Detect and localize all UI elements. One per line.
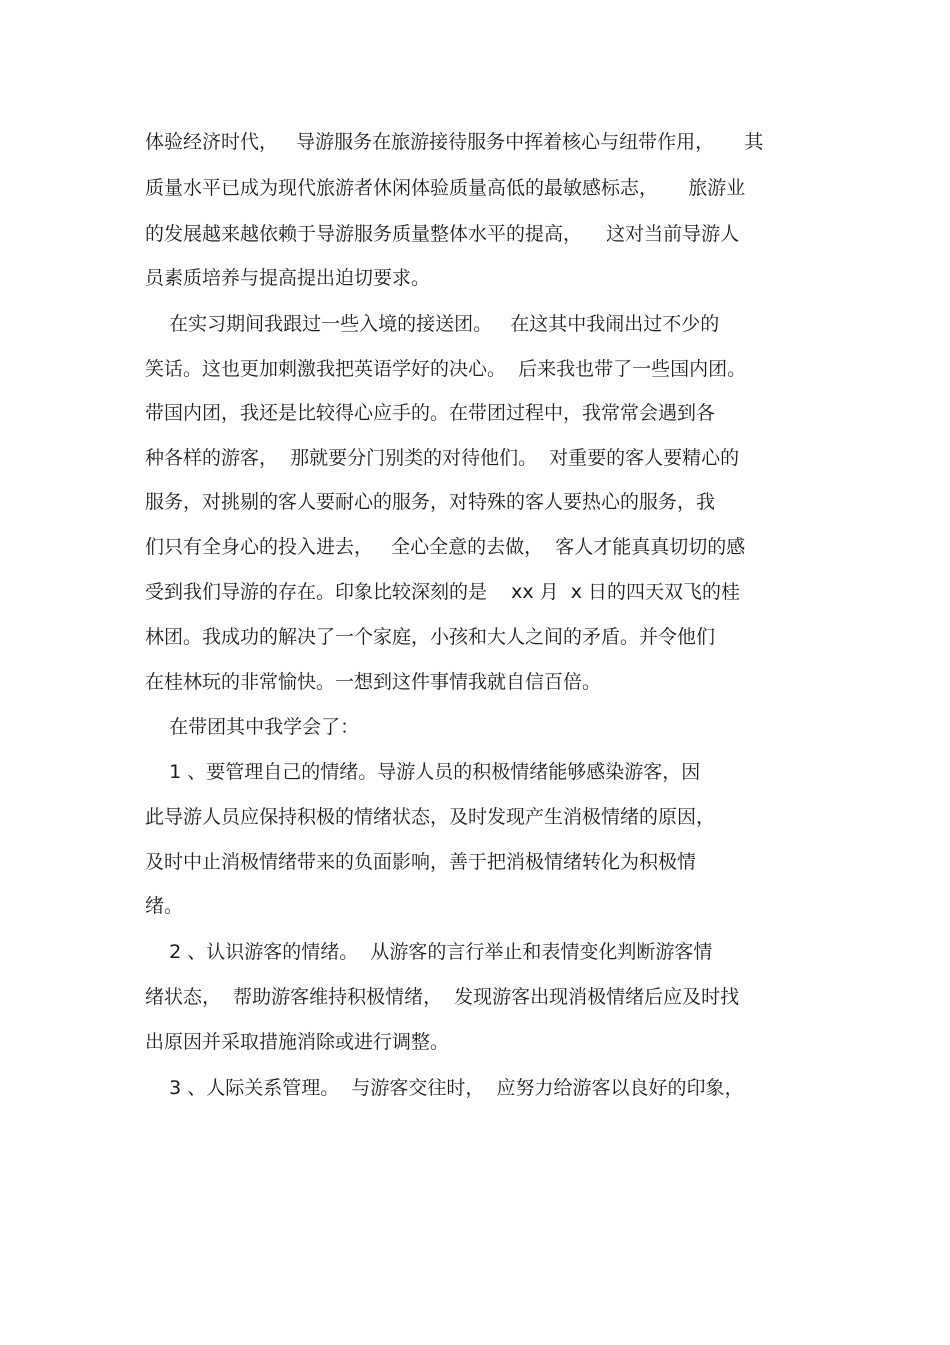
text-line: 服务，对挑剔的客人要耐心的服务，对特殊的客人要热心的服务，我	[145, 491, 716, 513]
text-line: 质量水平已成为现代旅游者休闲体验质量高低的最敏感标志， 旅游业	[145, 177, 746, 199]
text-line: 的发展越来越依赖于导游服务质量整体水平的提高， 这对当前导游人	[145, 223, 740, 245]
text-line: 3 、人际关系管理。 与游客交往时， 应努力给游客以良好的印象，	[145, 1077, 744, 1099]
text-line: 在带团其中我学会了：	[145, 716, 360, 738]
text-line: 此导游人员应保持积极的情绪状态，及时发现产生消极情绪的原因，	[145, 806, 716, 828]
text-line: 2 、认识游客的情绪。 从游客的言行举止和表情变化判断游客情	[145, 941, 713, 963]
text-line: 受到我们导游的存在。印象比较深刻的是 xx 月 x 日的四天双飞的桂	[145, 581, 741, 603]
text-line: 种各样的游客， 那就要分门别类的对待他们。 对重要的客人要精心的	[145, 447, 740, 469]
text-line: 绪。	[145, 895, 184, 917]
text-line: 出原因并采取措施消除或进行调整。	[145, 1031, 450, 1053]
text-line: 及时中止消极情绪带来的负面影响，善于把消极情绪转化为积极情	[145, 851, 697, 873]
text-line: 1 、要管理自己的情绪。导游人员的积极情绪能够感染游客，因	[145, 761, 701, 783]
text-line: 员素质培养与提高提出迫切要求。	[145, 267, 431, 289]
text-line: 带国内团，我还是比较得心应手的。在带团过程中，我常常会遇到各	[145, 402, 716, 424]
text-line: 体验经济时代， 导游服务在旅游接待服务中挥着核心与纽带作用， 其	[145, 131, 764, 153]
text-line: 在实习期间我跟过一些入境的接送团。 在这其中我闹出过不少的	[145, 313, 720, 335]
text-line: 林团。我成功的解决了一个家庭，小孩和大人之间的矛盾。并令他们	[145, 626, 716, 648]
text-line: 们只有全身心的投入进去， 全心全意的去做， 客人才能真真切切的感	[145, 536, 746, 558]
text-line: 笑话。这也更加刺激我把英语学好的决心。 后来我也带了一些国内团。	[145, 358, 747, 380]
text-line: 在桂林玩的非常愉快。一想到这件事情我就自信百倍。	[145, 671, 602, 693]
text-line: 绪状态， 帮助游客维持积极情绪， 发现游客出现消极情绪后应及时找	[145, 986, 740, 1008]
